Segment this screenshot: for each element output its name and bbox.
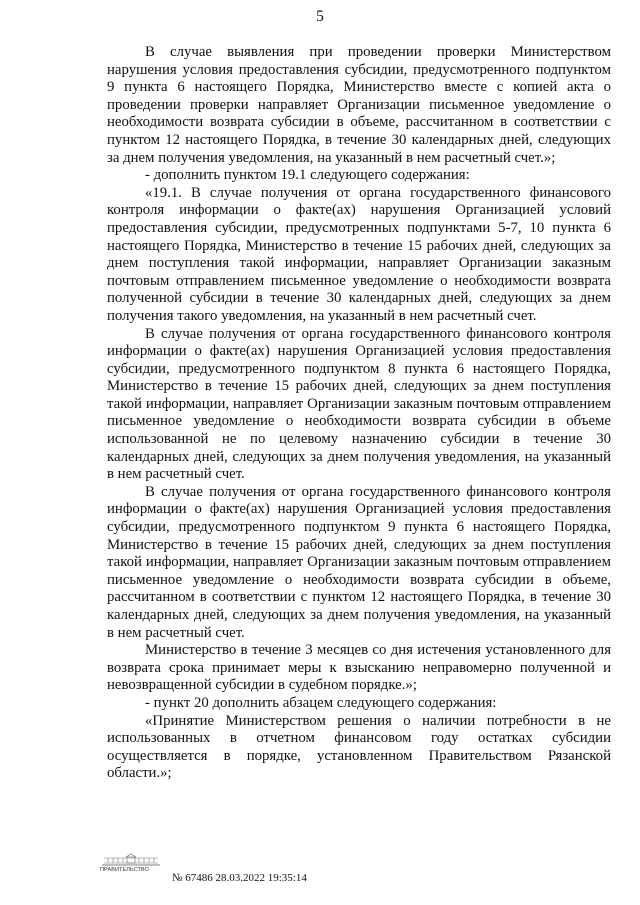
logo-caption: ПРАВИТЕЛЬСТВО [100, 867, 149, 873]
paragraph-3: «19.1. В случае получения от органа государственного финансового контроля информации о факте(ах) нарушения Организацией условий предоставления субсидии, предусмотренных подпунктами 5-7, 10 пункта 6 настоящего Порядка, Министерство в течение 15 рабочих дней, следующих за днем поступления такой информации, направляет Организации заказным почтовым отправлением письменное уведомление о необходимости возврата полученной субсидии в течение 30 календарных дней, следующих за днем получения такого уведомления, на указанный в нем расчетный счет. [107, 184, 611, 324]
building-icon [100, 853, 162, 867]
paragraph-5: В случае получения от органа государственного финансового контроля информации о факте(ах) нарушения Организацией условия предоставления субсидии, предусмотренного подпунктом 9 пункта 6 настоящего Порядка, Министерство в течение 15 рабочих дней, следующих за днем поступления такой информации, направляет Организации заказным почтовым отправлением письменное уведомление о необходимости возврата субсидии в объеме, рассчитанном в соответствии с пунктом 12 настоящего Порядка, в течение 30 календарных дней, следующих за днем получения уведомления, на указанный в нем расчетный счет. [107, 483, 611, 641]
document-body [107, 44, 611, 783]
document-stamp: № 67486 28.03.2022 19:35:14 [172, 872, 307, 884]
paragraph-1: В случае выявления при проведении проверки Министерством нарушения условия предоставления субсидии, предусмотренного подпунктом 9 пункта 6 настоящего Порядка, Министерство вместе с копией акта о проведении проверки направляет Организации письменное уведомление о необходимости возврата субсидии в объеме, рассчитанном в соответствии с пунктом 12 настоящего Порядка, в течение 30 календарных дней, следующих за днем получения уведомления, на указанный в нем расчетный счет.»; [107, 44, 611, 166]
paragraph-2: - дополнить пунктом 19.1 следующего содержания: [145, 167, 470, 184]
government-logo [100, 853, 162, 875]
paragraph-6: Министерство в течение 3 месяцев со дня истечения установленного для возврата срока принимает меры к взысканию неправомерно полученной и невозвращенной субсидии в судебном порядке.»; [107, 642, 611, 694]
paragraph-4: В случае получения от органа государственного финансового контроля информации о факте(ах) нарушения Организацией условия предоставления субсидии, предусмотренного подпунктом 8 пункта 6 настоящего Порядка, Министерство в течение 15 рабочих дней, следующих за днем поступления такой информации, направляет Организации заказным почтовым отправлением письменное уведомление о необходимости возврата субсидии в объеме использованной не по целевому назначению субсидии в течение 30 календарных дней, следующих за днем получения уведомления, на указанный в нем расчетный счет. [107, 325, 611, 483]
paragraph-8: «Принятие Министерством решения о наличии потребности в не использованных в отчетном финансовом году остатках субсидии осуществляется в порядке, установленном Правительством Рязанской области.»; [107, 712, 611, 782]
page-number: 5 [316, 8, 324, 25]
paragraph-7: - пункт 20 дополнить абзацем следующего содержания: [145, 694, 497, 711]
